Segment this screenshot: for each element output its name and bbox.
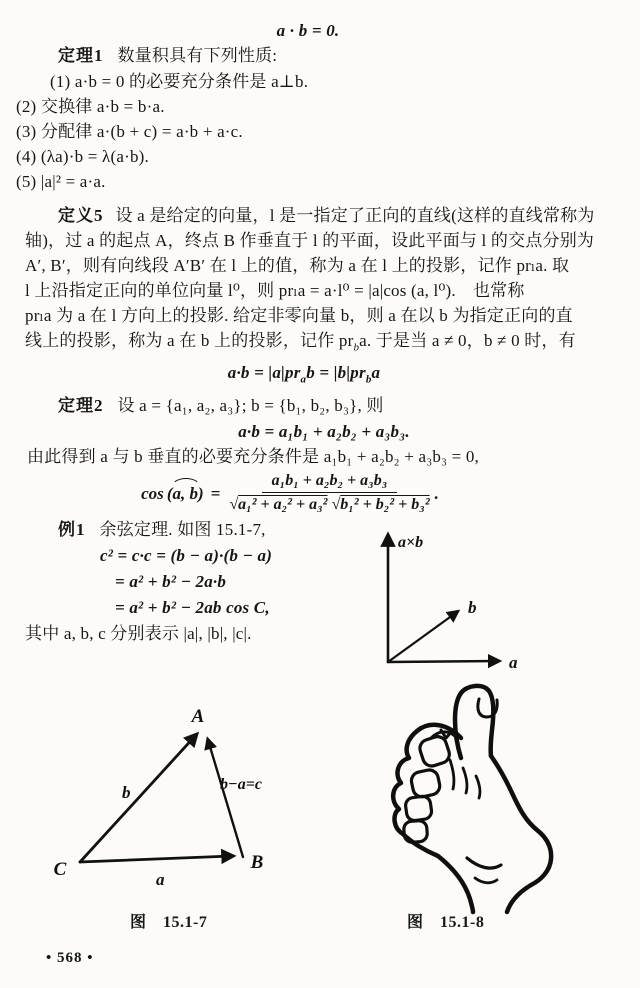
theorem1-property-3: (3) 分配律 a·(b + c) = a·b + a·c. <box>16 122 243 141</box>
angle-hat: (a, b) <box>166 483 204 503</box>
definition5-line-6: 线上的投影，称为 a 在 b 上的投影，记作 $pr_ba$. 于是当 a ≠ 0，b ≠ 0 时，有 <box>25 331 576 354</box>
palm-right-outline <box>491 756 551 912</box>
vertex-C-label: C <box>53 859 67 880</box>
definition5-label: 定义5 <box>58 206 104 225</box>
palm-crease-3 <box>476 776 480 798</box>
fraction-denominator <box>229 493 429 516</box>
axis-horizontal-arrow <box>388 661 498 662</box>
label-a: a <box>509 653 518 672</box>
example1-note: 其中 a, b, c 分别表示 |a|, |b|, |c|. <box>25 623 252 643</box>
theorem2-label: 定理2 <box>58 395 104 415</box>
theorem1-property-2: (2) 交换律 a·b = b·a. <box>16 97 165 116</box>
definition5-line-2: 轴)，过 a 的起点 A，终点 B 作垂直于 l 的平面，设此平面与 l 的交点分别为 <box>25 231 595 250</box>
fingertip-2 <box>410 768 442 798</box>
definition5-line-3: A′, B′，则有向线段 A′B′ 在 l 上的值，称为 a 在 l 上的投影，记作 prₗa. 取 <box>25 256 570 275</box>
cross-product-figure <box>368 522 528 670</box>
fingertip-3 <box>405 795 433 821</box>
page-number: • 568 • <box>46 950 94 966</box>
theorem2-heading <box>16 393 626 419</box>
triangle-figure <box>30 692 310 897</box>
theorem1-property-4: (4) (λa)·b = λ(a·b). <box>16 147 149 166</box>
fraction <box>229 471 429 516</box>
example1-heading <box>16 517 626 543</box>
label-a-cross-b: a×b <box>398 534 424 551</box>
cosine-law-eq-1: c² = c·c = (b − a)·(b − a) <box>100 545 273 565</box>
theorem2-intro: 设 a = {a₁, a₂, a₃}; b = {b₁, b₂, b₃}, 则 <box>117 395 384 415</box>
definition5-line-4: l 上沿指定正向的单位向量 l⁰，则 prₗa = a·l⁰ = |a|cos (a, l⁰). 也常称 <box>25 281 525 300</box>
fingertip-1 <box>418 734 452 768</box>
cos-word: cos <box>141 483 164 503</box>
period: . <box>434 483 439 503</box>
side-b-label: b <box>122 783 131 802</box>
theorem2-formula: a·b = a₁b₁ + a₂b₂ + a₃b₃. <box>238 421 410 441</box>
theorem1-title: 数量积具有下列性质: <box>117 46 278 65</box>
label-b: b <box>468 598 477 617</box>
equals-sign: = <box>210 483 221 503</box>
sqrt-sign: √ <box>229 496 239 514</box>
theorem1-heading <box>16 43 626 69</box>
fingertip-4 <box>403 820 427 843</box>
theorem1-property-1: (1) a·b = 0 的必要充分条件是 a⊥b. <box>50 72 309 91</box>
vector-b-side <box>80 735 196 862</box>
example1-label: 例1 <box>58 519 86 539</box>
palm-crease-1 <box>450 760 454 789</box>
palm-crease-2 <box>463 768 467 793</box>
sqrt-sign: √ <box>331 496 341 514</box>
vector-b-arrow <box>388 612 457 662</box>
side-b-minus-a-label: b−a=c <box>220 776 262 793</box>
side-a-label: a <box>156 870 165 889</box>
wrist-crease-2 <box>475 878 497 883</box>
definition5-line-1 <box>16 203 626 228</box>
vertex-B-label: B <box>250 852 264 873</box>
theorem1-label: 定理1 <box>58 46 104 65</box>
dot-product-zero-formula: a · b = 0. <box>276 21 340 40</box>
definition5-text-1: 设 a 是给定的向量，l 是一指定了正向的直线(这样的直线常称为 <box>115 206 595 225</box>
right-hand-figure <box>383 680 578 912</box>
text-column <box>16 18 626 647</box>
figure-caption-15-1-8: 图 15.1-8 <box>407 914 485 931</box>
cosine-law-eq-2: = a² + b² − 2a·b <box>115 571 227 591</box>
fraction-numerator: a₁b₁ + a₂b₂ + a₃b₃ <box>262 471 398 493</box>
cosine-law-eq-3: = a² + b² − 2ab cos C, <box>115 597 270 617</box>
example1-intro: 余弦定理. 如图 15.1-7, <box>99 519 266 539</box>
theorem1-property-5: (5) |a|² = a·a. <box>16 172 106 191</box>
cosine-angle-formula <box>0 471 595 517</box>
radicand-a: a₁² + a₂² + a₃² <box>238 496 328 514</box>
definition5-line-5: prₗa 为 a 在 l 方向上的投影. 给定非零向量 b，则 a 在以 b 为指定正向的直 <box>25 306 573 325</box>
thumb-outline <box>455 686 493 758</box>
wrist-crease-1 <box>467 858 501 868</box>
projection-formula: $a\cdot b = |a|pr_ab = |b|pr_ba$ <box>227 363 381 386</box>
corollary-line: 由此得到 a 与 b 垂直的必要充分条件是 a₁b₁ + a₂b₂ + a₃b₃ = 0, <box>27 446 480 466</box>
vertex-A-label: A <box>191 706 205 727</box>
vector-b-minus-a-side <box>208 740 243 857</box>
radicand-b: b₁² + b₂² + b₃² <box>340 496 430 514</box>
vector-a-side <box>80 856 232 862</box>
figure-caption-15-1-7: 图 15.1-7 <box>130 914 208 931</box>
